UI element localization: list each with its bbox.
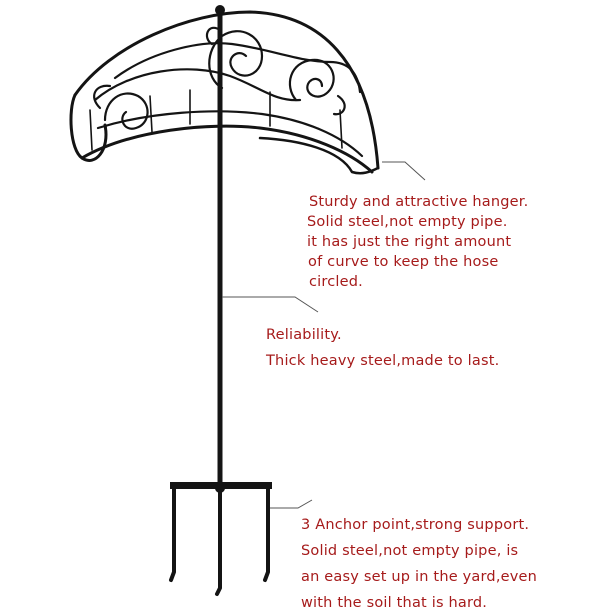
- anchor-prong-right: [265, 488, 268, 580]
- callout-pole-line-2: Thick heavy steel,made to last.: [266, 353, 500, 369]
- callout-anchor-line-3: an easy set up in the yard,even: [301, 569, 538, 585]
- hanger-curl-right: [290, 60, 345, 114]
- hanger-curl-center: [207, 28, 262, 88]
- callout-anchor: [301, 512, 537, 616]
- leader-line-anchor: [270, 500, 312, 508]
- callout-anchor-line-2: Solid steel,not empty pipe, is: [301, 543, 519, 559]
- anchor-prong-left: [171, 488, 174, 580]
- hanger-swirl-band-2: [115, 43, 360, 92]
- callout-pole-line-1: Reliability.: [266, 327, 342, 343]
- callout-hanger-line-3: it has just the right amount: [307, 234, 512, 250]
- callout-hanger-line-4: of curve to keep the hose: [308, 254, 499, 270]
- callout-hanger-line-2: Solid steel,not empty pipe.: [307, 214, 508, 230]
- callout-hanger-line-1: Sturdy and attractive hanger.: [309, 194, 529, 210]
- anchor-prong-center: [217, 488, 220, 594]
- callout-hanger-line-5: circled.: [309, 274, 363, 290]
- hanger-outer-arc: [75, 12, 378, 168]
- leader-line-hanger: [382, 162, 425, 180]
- callout-pole: [266, 322, 499, 374]
- leader-line-pole: [222, 297, 318, 312]
- callout-hanger: [309, 192, 528, 292]
- pole-finial: [215, 5, 225, 15]
- callout-anchor-line-4: with the soil that is hard.: [301, 595, 488, 611]
- callout-anchor-line-1: 3 Anchor point,strong support.: [301, 517, 530, 533]
